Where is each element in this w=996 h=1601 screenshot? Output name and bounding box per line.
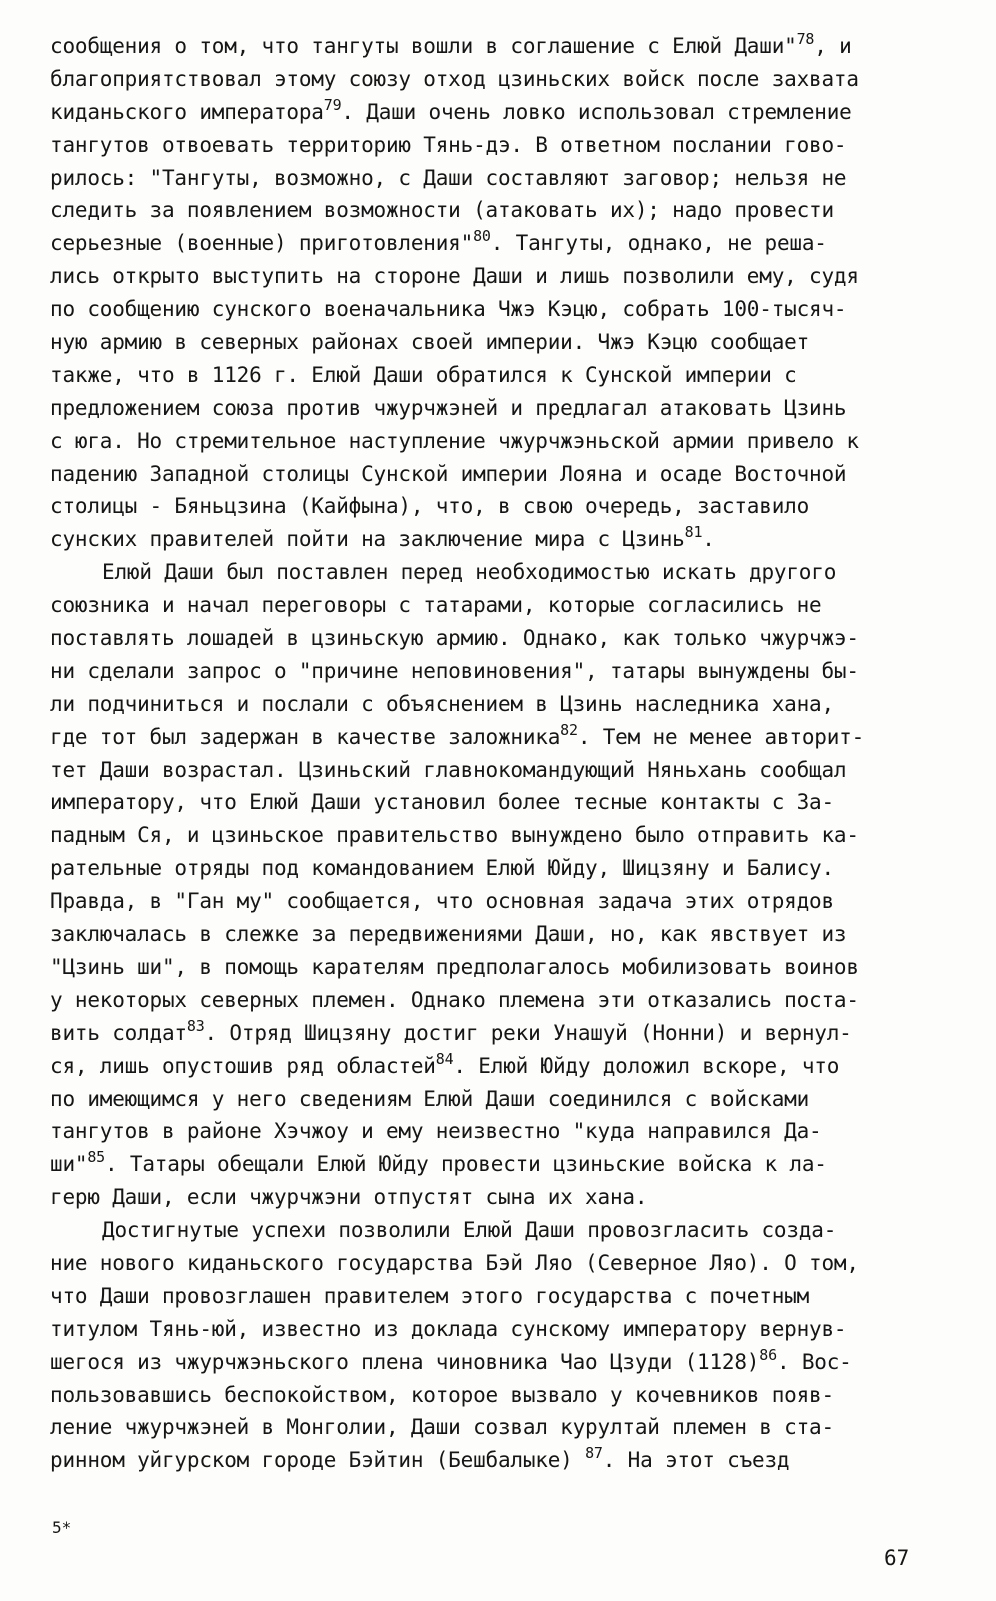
line-text: следить за появлением возможности (атаковать их); надо провести	[50, 198, 834, 223]
line-text: шегося из чжурчжэньского плена чиновника Чао Цзуди (1128)	[50, 1349, 760, 1374]
text-line	[50, 754, 930, 787]
line-text-after: . Отряд Шицзяну достиг реки Унашуй (Нонни) и вернул-	[204, 1020, 852, 1045]
text-line	[50, 721, 930, 754]
text-line	[50, 655, 930, 688]
line-text: с юга. Но стремительное наступление чжурчжэньской армии привело к	[50, 428, 859, 453]
line-text: по сообщению сунского военачальника Чжэ Кэцю, собрать 100-тысяч-	[50, 297, 847, 322]
footnote-ref: 86	[759, 1345, 777, 1364]
line-text: герю Даши, если чжурчжэни отпустят сына их хана.	[50, 1185, 648, 1210]
line-text: по имеющимся у него сведениям Елюй Даши соединился с войсками	[50, 1086, 810, 1111]
line-text: сообщения о том, что тангуты вошли в соглашение с Елюй Даши"	[50, 34, 797, 58]
footnote-ref: 80	[473, 227, 491, 246]
footnote-ref: 85	[87, 1148, 106, 1167]
line-text: тет Даши возрастал. Цзиньский главнокомандующий Няньхань сообщал	[50, 757, 847, 782]
text-line	[50, 1050, 930, 1083]
text-line	[50, 30, 930, 63]
text-line	[50, 129, 930, 162]
text-line	[50, 63, 930, 96]
line-text: рилось: "Тангуты, возможно, с Даши составляют заговор; нельзя не	[50, 165, 847, 190]
text-line	[50, 425, 930, 458]
text-line	[50, 490, 930, 523]
text-line	[50, 1115, 930, 1148]
text-line	[50, 1346, 930, 1379]
text-line	[50, 622, 930, 655]
line-text: тангутов в районе Хэчжоу и ему неизвестно "куда направился Да-	[50, 1119, 822, 1144]
line-text-after: . Вос-	[776, 1349, 852, 1374]
text-line	[50, 359, 930, 392]
text-line	[50, 918, 930, 951]
text-line	[50, 1083, 930, 1116]
line-text-after: . Тангуты, однако, не реша-	[490, 231, 827, 256]
line-text: союзника и начал переговоры с татарами, которые согласились не	[50, 593, 822, 618]
line-text: пользовавшись беспокойством, которое вызвало у кочевников появ-	[50, 1382, 834, 1407]
text-line	[50, 1017, 930, 1050]
line-text: также, что в 1126 г. Елюй Даши обратился к Сунской империи с	[50, 362, 797, 387]
text-line	[50, 1411, 930, 1444]
footnote-ref: 79	[323, 95, 342, 114]
line-text-after: . Даши очень ловко использовал стремление	[341, 99, 852, 124]
text-line	[50, 688, 930, 721]
line-text: тангутов отвоевать территорию Тянь-дэ. В ответном послании гово-	[50, 132, 847, 157]
text-line	[50, 1181, 930, 1214]
line-text: титулом Тянь-юй, известно из доклада сунскому императору вернув-	[50, 1316, 847, 1341]
text-line	[50, 326, 930, 359]
line-text: у некоторых северных племен. Однако племена эти отказались поста-	[50, 987, 859, 1012]
text-line	[50, 96, 930, 129]
text-line	[50, 1148, 930, 1181]
line-text: киданьского императора	[50, 99, 324, 124]
line-text-after: .	[702, 527, 715, 552]
text-line	[50, 194, 930, 227]
footnote-ref: 81	[684, 523, 703, 542]
page-number: 67	[884, 1546, 910, 1570]
line-text-after: , и	[814, 34, 852, 58]
text-line	[50, 556, 930, 589]
line-text: ся, лишь опустошив ряд областей	[50, 1053, 436, 1078]
line-text: ни сделали запрос о "причине неповиновения", татары вынуждены бы-	[50, 658, 859, 683]
line-text-after: . На этот съезд	[602, 1448, 790, 1473]
text-line	[50, 1247, 930, 1280]
text-line	[50, 458, 930, 491]
line-text: императору, что Елюй Даши установил более тесные контакты с За-	[50, 790, 834, 815]
line-text: Правда, в "Ган му" сообщается, что основная задача этих отрядов	[50, 889, 834, 914]
line-text: ление чжурчжэней в Монголии, Даши созвал курултай племен в ста-	[50, 1415, 834, 1440]
line-text: ние нового киданьского государства Бэй Ляо (Северное Ляо). О том,	[50, 1250, 859, 1275]
footnote-ref: 78	[796, 30, 815, 48]
text-line	[50, 589, 930, 622]
line-text: предложением союза против чжурчжэней и предлагал атаковать Цзинь	[50, 395, 847, 420]
line-text: ли подчиниться и послали с объяснением в Цзинь наследника хана,	[50, 691, 834, 716]
line-text: что Даши провозглашен правителем этого государства с почетным	[50, 1283, 810, 1308]
line-text: рательные отряды под командованием Елюй Юйду, Шицзяну и Балису.	[50, 856, 834, 881]
text-line	[50, 852, 930, 885]
line-text-after: . Татары обещали Елюй Юйду провести цзиньские войска к ла-	[105, 1152, 827, 1177]
text-line	[50, 523, 930, 556]
line-text: ши"	[50, 1152, 88, 1177]
line-text: серьезные (военные) приготовления"	[50, 231, 474, 256]
text-line	[50, 1313, 930, 1346]
line-text: Елюй Даши был поставлен перед необходимостью искать другого	[102, 560, 837, 585]
line-text: вить солдат	[50, 1020, 187, 1045]
text-line	[50, 984, 930, 1017]
line-text: Достигнутые успехи позволили Елюй Даши провозгласить созда-	[102, 1218, 837, 1243]
footnote-ref: 84	[435, 1049, 454, 1068]
text-line	[50, 1444, 930, 1477]
text-line	[50, 392, 930, 425]
text-line	[50, 1214, 930, 1247]
line-text: поставлять лошадей в цзиньскую армию. Однако, как только чжурчжэ-	[50, 626, 859, 651]
footnote-ref: 87	[585, 1444, 603, 1463]
line-text: ринном уйгурском городе Бэйтин (Бешбалыке)	[50, 1448, 586, 1473]
line-text: заключалась в слежке за передвижениями Даши, но, как явствует из	[50, 922, 847, 947]
line-text: столицы - Бяньцзина (Кайфына), что, в свою очередь, заставило	[50, 494, 810, 519]
line-text: где тот был задержан в качестве заложника	[50, 724, 561, 749]
text-line	[50, 819, 930, 852]
signature-mark: 5*	[52, 1518, 72, 1537]
text-line	[50, 1379, 930, 1412]
line-text-after: . Елюй Юйду доложил вскоре, что	[453, 1053, 840, 1078]
line-text: благоприятствовал этому союзу отход цзиньских войск после захвата	[50, 66, 859, 91]
body-text	[50, 30, 930, 1477]
text-line	[50, 1280, 930, 1313]
line-text: падению Западной столицы Сунской империи Лояна и осаде Восточной	[50, 461, 847, 486]
line-text: падным Ся, и цзиньское правительство вынуждено было отправить ка-	[50, 823, 859, 848]
text-line	[50, 162, 930, 195]
line-text: лись открыто выступить на стороне Даши и лишь позволили ему, судя	[50, 264, 859, 289]
text-line	[50, 786, 930, 819]
footnote-ref: 82	[560, 720, 578, 739]
text-line	[50, 260, 930, 293]
line-text-after: . Тем не менее авторит-	[577, 724, 865, 749]
line-text: сунских правителей пойти на заключение мира с Цзинь	[50, 527, 685, 552]
text-line	[50, 951, 930, 984]
line-text: ную армию в северных районах своей империи. Чжэ Кэцю сообщает	[50, 330, 810, 355]
text-line	[50, 293, 930, 326]
text-line	[50, 885, 930, 918]
text-line	[50, 227, 930, 260]
line-text: "Цзинь ши", в помощь карателям предполагалось мобилизовать воинов	[50, 954, 859, 979]
footnote-ref: 83	[186, 1016, 205, 1035]
